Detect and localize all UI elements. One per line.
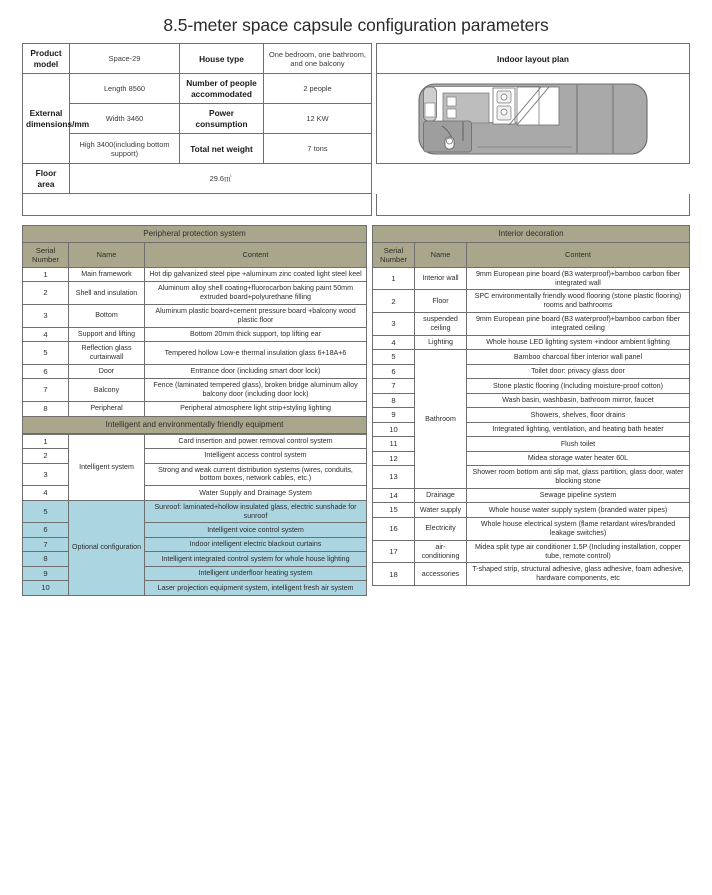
cell-name: Door <box>69 364 145 378</box>
spec-spacer-left <box>22 194 372 216</box>
cell-serial: 1 <box>23 434 69 448</box>
specification-table <box>22 43 372 194</box>
cell-content: Midea storage water heater 60L <box>467 451 690 465</box>
indoor-layout-panel <box>376 43 690 194</box>
cell-content: Whole house LED lighting system +indoor ambient lighting <box>467 335 690 349</box>
table-row <box>23 267 367 281</box>
table-row <box>23 304 367 327</box>
cell-name: Electricity <box>415 517 467 540</box>
specification-section <box>22 43 690 194</box>
col-header-content: Content <box>467 243 690 267</box>
cell-serial: 18 <box>373 563 415 586</box>
cell-content: Peripheral atmosphere light strip+styling lighting <box>145 402 367 416</box>
cell-name: Floor <box>415 290 467 313</box>
cell-name: Bottom <box>69 304 145 327</box>
cell-serial: 2 <box>23 282 69 305</box>
cell-content: Entrance door (including smart door lock) <box>145 364 367 378</box>
cell-content: 9mm European pine board (B3 waterproof)+bamboo carbon fiber integrated ceiling <box>467 313 690 336</box>
cell-group-intelligent-system: Intelligent system <box>69 434 145 500</box>
cell-serial: 7 <box>373 379 415 393</box>
cell-serial: 8 <box>23 552 69 566</box>
cell-serial: 4 <box>23 327 69 341</box>
product-model-value: Space-29 <box>70 44 180 74</box>
table-row <box>23 402 367 416</box>
cell-serial: 7 <box>23 537 69 551</box>
table-row <box>373 540 690 563</box>
cell-content: Hot dip galvanized steel pipe +aluminum zinc coated light steel keel <box>145 267 367 281</box>
table-row <box>23 44 372 74</box>
cell-serial: 17 <box>373 540 415 563</box>
cell-content: Whole house electrical system (flame retardant wires/branded leakage switches) <box>467 517 690 540</box>
cell-content: SPC environmentally friendly wood flooring (stone plastic flooring) rooms and bathrooms <box>467 290 690 313</box>
cell-name: Support and lifting <box>69 327 145 341</box>
intelligent-table <box>22 434 367 596</box>
table-row <box>373 350 690 364</box>
cell-serial: 6 <box>23 364 69 378</box>
peripheral-table <box>22 243 367 416</box>
power-consumption-label: Power consumption <box>180 104 264 134</box>
table-header-row <box>23 243 367 267</box>
table-row <box>373 290 690 313</box>
cell-name: Water supply <box>415 503 467 517</box>
cell-content: Flush toilet <box>467 437 690 451</box>
peripheral-section-title: Peripheral protection system <box>22 225 367 243</box>
cell-serial: 8 <box>23 402 69 416</box>
table-row <box>23 364 367 378</box>
power-consumption-value: 12 KW <box>264 104 372 134</box>
table-row-optional <box>23 500 367 523</box>
page-title: 8.5-meter space capsule configuration parameters <box>163 15 549 35</box>
table-header-row <box>373 243 690 267</box>
cell-content: Showers, shelves, floor drains <box>467 408 690 422</box>
cell-content: Sunroof: laminated+hollow insulated glass, electric sunshade for sunroof <box>145 500 367 523</box>
cell-content: Stone plastic flooring (Including moisture-proof cotton) <box>467 379 690 393</box>
cell-content: Aluminum alloy shell coating+fluorocarbon baking paint 50mm extruded board+polyurethane filling <box>145 282 367 305</box>
table-row <box>23 327 367 341</box>
col-header-serial-number: Serial Number <box>23 243 69 267</box>
floor-area-value: 29.6㎡ <box>70 164 372 194</box>
cell-serial: 13 <box>373 466 415 489</box>
cell-serial: 11 <box>373 437 415 451</box>
cell-serial: 4 <box>23 486 69 500</box>
col-header-content: Content <box>145 243 367 267</box>
cell-serial: 9 <box>23 566 69 580</box>
spec-spacer <box>22 194 690 216</box>
cell-content: Midea split type air conditioner 1.5P (Including installation, copper tube, remote control) <box>467 540 690 563</box>
table-row <box>373 267 690 290</box>
cell-content: Tempered hollow Low-e thermal insulation glass 6+18A+6 <box>145 342 367 365</box>
detail-sections <box>22 225 690 596</box>
cell-content: 9mm European pine board (B3 waterproof)+bamboo carbon fiber integrated wall <box>467 267 690 290</box>
cell-content: Intelligent voice control system <box>145 523 367 537</box>
cell-name: Balcony <box>69 379 145 402</box>
table-row <box>373 503 690 517</box>
cell-content: Water Supply and Drainage System <box>145 486 367 500</box>
cell-content: Intelligent access control system <box>145 449 367 463</box>
people-accommodated-label: Number of people accommodated <box>180 74 264 104</box>
table-row <box>23 134 372 164</box>
cell-serial: 6 <box>23 523 69 537</box>
table-row <box>23 74 372 104</box>
spec-spacer-right <box>376 194 690 216</box>
cell-serial: 7 <box>23 379 69 402</box>
cell-serial: 1 <box>373 267 415 290</box>
cell-content: Integrated lighting, ventilation, and heating bath heater <box>467 422 690 436</box>
cell-content: Bamboo charcoal fiber interior wall panel <box>467 350 690 364</box>
cell-content: Indoor intelligent electric blackout curtains <box>145 537 367 551</box>
cell-serial: 15 <box>373 503 415 517</box>
external-dimensions-label: External dimensions/mm <box>23 74 70 164</box>
cell-content: Aluminum plastic board+cement pressure board +balcony wood plastic floor <box>145 304 367 327</box>
cell-serial: 3 <box>373 313 415 336</box>
cell-group-bathroom: Bathroom <box>415 350 467 489</box>
cell-content: Laser projection equipment system, intelligent fresh air system <box>145 581 367 595</box>
cell-serial: 8 <box>373 393 415 407</box>
cell-content: Bottom 20mm thick support, top lifting ear <box>145 327 367 341</box>
product-model-label: Product model <box>23 44 70 74</box>
cell-serial: 5 <box>23 342 69 365</box>
house-type-label: House type <box>180 44 264 74</box>
table-row <box>23 342 367 365</box>
cell-serial: 10 <box>373 422 415 436</box>
total-net-weight-value: 7 tons <box>264 134 372 164</box>
cell-name: Peripheral <box>69 402 145 416</box>
cell-content: Whole house water supply system (branded water pipes) <box>467 503 690 517</box>
total-net-weight-label: Total net weight <box>180 134 264 164</box>
cell-serial: 4 <box>373 335 415 349</box>
height-value: High 3400(including bottom support) <box>70 134 180 164</box>
cell-content: Intelligent underfloor heating system <box>145 566 367 580</box>
cell-serial: 5 <box>373 350 415 364</box>
indoor-layout-image <box>376 74 690 164</box>
cell-name: air-conditioning <box>415 540 467 563</box>
floor-area-label: Floor area <box>23 164 70 194</box>
table-row <box>23 379 367 402</box>
cell-serial: 1 <box>23 267 69 281</box>
floor-plan-diagram <box>417 81 649 157</box>
cell-content: Shower room bottom anti slip mat, glass partition, glass door, water blocking stone <box>467 466 690 489</box>
interior-decoration-section <box>372 225 690 586</box>
intelligent-section-title: Intelligent and environmentally friendly equipment <box>22 417 367 434</box>
width-value: Width 3460 <box>70 104 180 134</box>
cell-name: Interior wall <box>415 267 467 290</box>
cell-content: Toilet door: privacy glass door <box>467 364 690 378</box>
cell-serial: 9 <box>373 408 415 422</box>
cell-name: Main framework <box>69 267 145 281</box>
cell-serial: 12 <box>373 451 415 465</box>
length-value: Length 8560 <box>70 74 180 104</box>
cell-serial: 16 <box>373 517 415 540</box>
cell-content: Strong and weak current distribution systems (wires, conduits, bottom boxes, network cables, etc.) <box>145 463 367 486</box>
cell-name: Lighting <box>415 335 467 349</box>
specification-table-wrap <box>22 43 372 194</box>
table-row <box>373 335 690 349</box>
cell-serial: 3 <box>23 304 69 327</box>
cell-content: Fence (laminated tempered glass), broken bridge aluminum alloy balcony door (including door lock) <box>145 379 367 402</box>
cell-serial: 2 <box>23 449 69 463</box>
table-row <box>23 434 367 448</box>
cell-serial: 14 <box>373 488 415 502</box>
people-accommodated-value: 2 people <box>264 74 372 104</box>
cell-serial: 10 <box>23 581 69 595</box>
cell-content: Sewage pipeline system <box>467 488 690 502</box>
cell-content: Card insertion and power removal control system <box>145 434 367 448</box>
cell-name: Shell and insulation <box>69 282 145 305</box>
table-row <box>373 563 690 586</box>
table-row <box>373 488 690 502</box>
cell-name: accessories <box>415 563 467 586</box>
cell-content: Wash basin, washbasin, bathroom mirror, faucet <box>467 393 690 407</box>
col-header-serial-number: Serial Number <box>373 243 415 267</box>
table-row <box>373 517 690 540</box>
cell-name: Drainage <box>415 488 467 502</box>
cell-group-optional-configuration: Optional configuration <box>69 500 145 595</box>
indoor-layout-title: Indoor layout plan <box>376 43 690 74</box>
table-row <box>23 164 372 194</box>
table-row <box>23 282 367 305</box>
col-header-name: Name <box>69 243 145 267</box>
cell-serial: 3 <box>23 463 69 486</box>
table-row <box>373 313 690 336</box>
cell-content: Intelligent integrated control system for whole house lighting <box>145 552 367 566</box>
cell-content: T-shaped strip, structural adhesive, glass adhesive, foam adhesive, hardware components, etc <box>467 563 690 586</box>
cell-serial: 5 <box>23 500 69 523</box>
peripheral-protection-section <box>22 225 367 596</box>
cell-name: Reflection glass curtainwall <box>69 342 145 365</box>
interior-section-title: Interior decoration <box>372 225 690 243</box>
col-header-name: Name <box>415 243 467 267</box>
house-type-value: One bedroom, one bathroom, and one balcony <box>264 44 372 74</box>
cell-serial: 2 <box>373 290 415 313</box>
cell-name: suspended ceiling <box>415 313 467 336</box>
cell-serial: 6 <box>373 364 415 378</box>
interior-table <box>372 243 690 586</box>
